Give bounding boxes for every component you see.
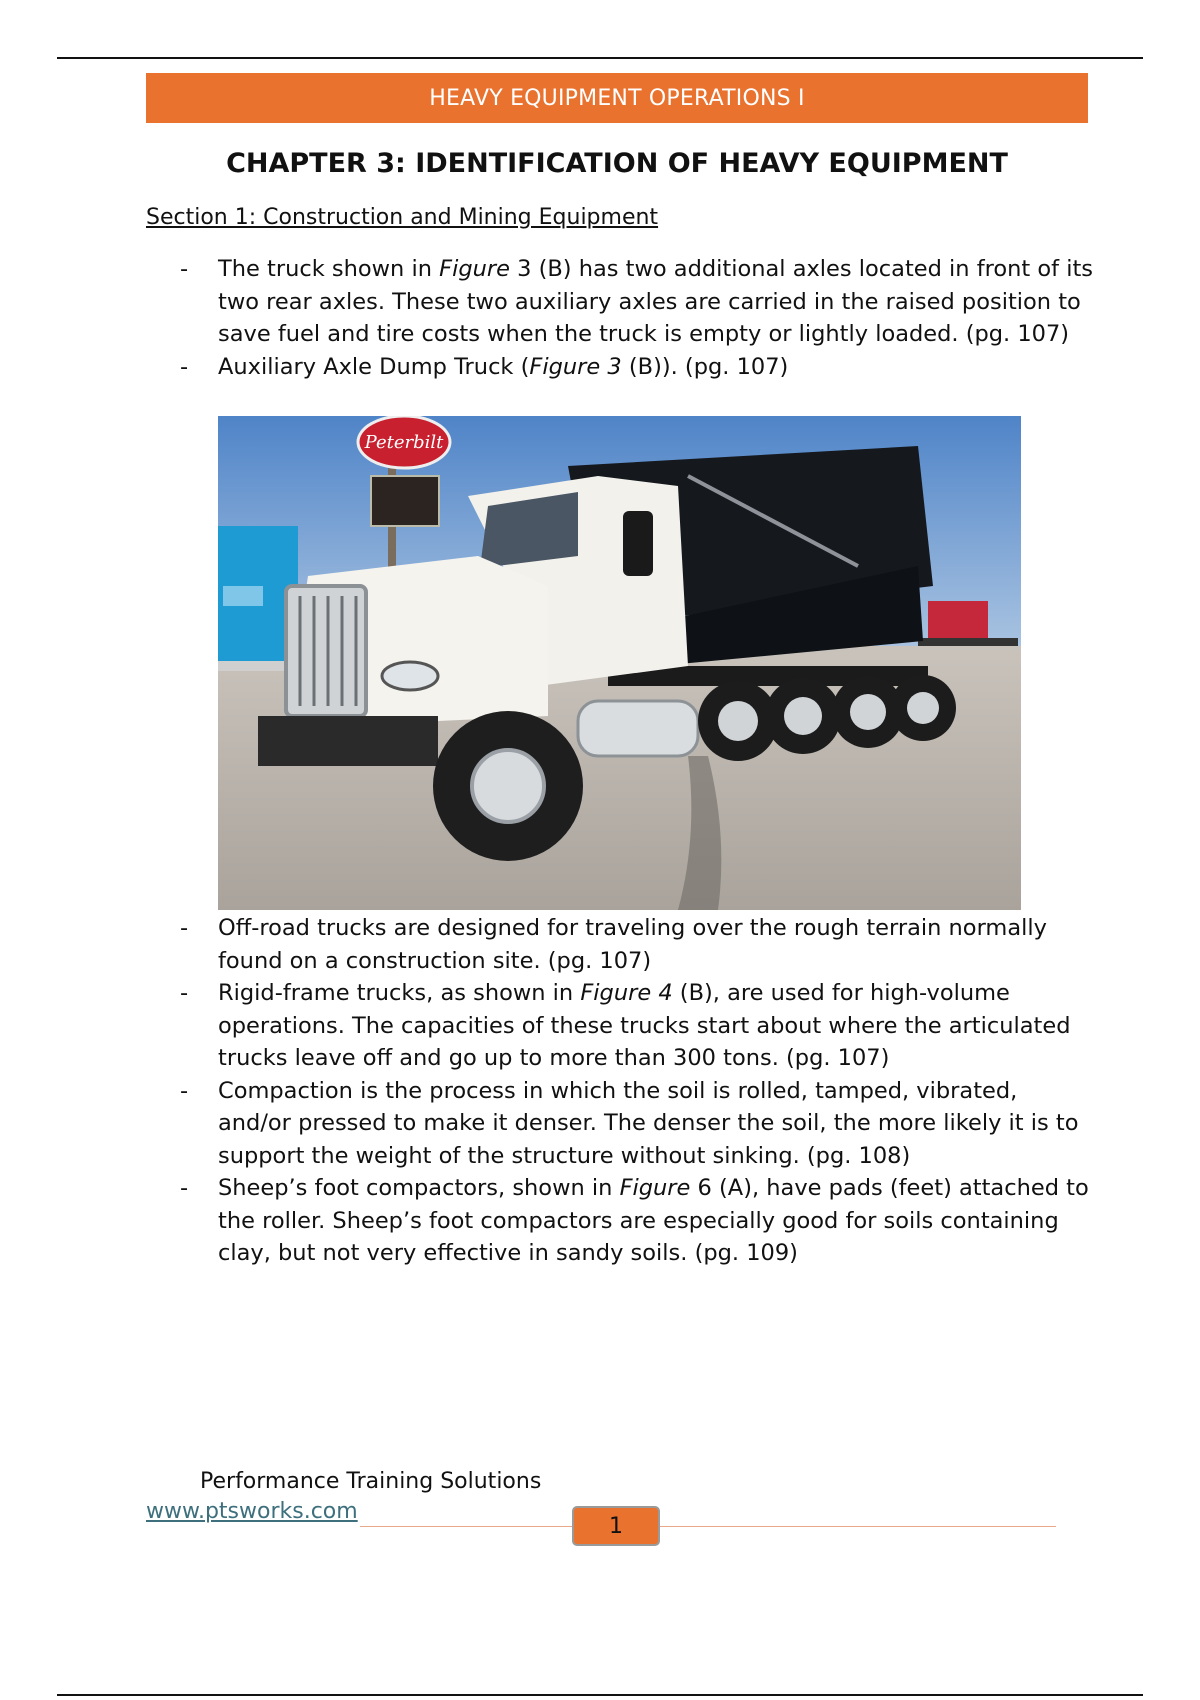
figure-ref: Figure xyxy=(439,256,510,282)
bullet-text: Auxiliary Axle Dump Truck ( xyxy=(218,353,530,380)
bullet-dash: - xyxy=(180,915,189,941)
footer-divider xyxy=(360,1526,1056,1527)
bullet-text: The truck shown in xyxy=(218,256,440,282)
bullet-text: Rigid-frame trucks, as shown in xyxy=(218,980,581,1006)
bottom-rule xyxy=(57,1694,1143,1696)
list-item xyxy=(146,253,1096,351)
list-item xyxy=(146,351,1096,384)
bullet-text: Sheep’s foot compactors, shown in xyxy=(218,1175,620,1201)
list-item xyxy=(146,912,1096,977)
figure-ref: Figure xyxy=(619,1175,691,1201)
bullet-text: (B), are used for high-volume operations. The capacities of these trucks start about where the articulated trucks leave off and go up to more than 300 tons. (pg. 107) xyxy=(218,980,1071,1071)
bullet-text: 6 (A), have pads (feet) attached to the roller. Sheep’s foot compactors are especially good for soils containing clay, but not very effective in sandy soils. (pg. 109) xyxy=(218,1175,1089,1266)
bullet-text: Off-road trucks are designed for traveling over the rough terrain normally found on a construction site. (pg. 107) xyxy=(218,915,1047,974)
dump-truck-photo xyxy=(218,416,1021,910)
bullet-dash: - xyxy=(180,256,189,282)
bullet-list-bottom xyxy=(146,912,1096,1270)
footer-company: Performance Training Solutions xyxy=(200,1469,542,1494)
bullet-text: Compaction is the process in which the soil is rolled, tamped, vibrated, and/or pressed to make it denser. The denser the soil, the more likely it is to support the weight of the structure without sinking. (pg. 108) xyxy=(218,1077,1079,1169)
bullet-dash: - xyxy=(180,353,189,380)
list-item xyxy=(146,977,1096,1075)
list-item xyxy=(146,1075,1096,1173)
page-number-badge: 1 xyxy=(572,1506,660,1546)
bullet-text: 3 (B) has two additional axles located in front of its two rear axles. These two auxiliary axles are carried in the raised position to save fuel and tire costs when the truck is empty or lightly loaded. (pg. 107) xyxy=(218,256,1094,347)
bullet-list-top xyxy=(146,253,1096,383)
bullet-dash: - xyxy=(180,1175,189,1201)
sign-text: Peterbilt xyxy=(364,432,444,453)
section-title: Section 1: Construction and Mining Equipment xyxy=(146,205,659,230)
footer-website-link[interactable]: www.ptsworks.com xyxy=(146,1499,358,1524)
bullet-dash: - xyxy=(180,980,189,1006)
bullet-dash: - xyxy=(180,1077,189,1104)
figure-ref: Figure 4 xyxy=(580,980,673,1006)
chapter-title: CHAPTER 3: IDENTIFICATION OF HEAVY EQUIPMENT xyxy=(226,148,1008,179)
bullet-text: (B)). (pg. 107) xyxy=(621,353,789,380)
dump-truck-illustration xyxy=(218,416,1021,910)
list-item xyxy=(146,1172,1096,1270)
header-banner: HEAVY EQUIPMENT OPERATIONS I xyxy=(146,73,1088,123)
top-rule xyxy=(57,57,1143,59)
figure-ref: Figure 3 xyxy=(529,353,622,380)
